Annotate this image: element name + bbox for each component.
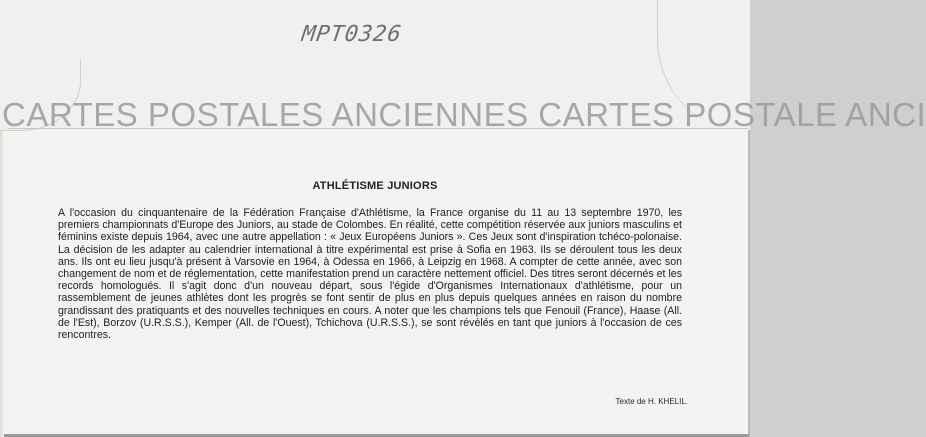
handwritten-reference-code: MPT0326 [300,22,404,47]
watermark-text: CARTES POSTALES ANCIENNES CARTES POSTALE ANCI [2,96,926,133]
body-paragraph: A l'occasion du cinquantenaire de la Fédération Française d'Athlétisme, la France organise du 11 au 13 septembre 1970, les premiers championnats d'Europe des Juniors, au stade de Colombes. En réalité, cette compétition réservée aux juniors masculins et féminins existe depuis 1964, avec une autre appellation : « Jeux Européens Juniors ». Ces Jeux sont d'inspiration tchéco-polonaise. La décision de les adapter au calendrier international à titre expérimental est prise à Sofia en 1963. Ils se déroulent tous les deux ans. Ils ont eu lieu jusqu'à présent à Varsovie en 1964, à Odessa en 1966, à Leipzig en 1968. A compter de cette année, avec son changement de nom et de réglementation, cette manifestation prend un caractère nettement officiel. Des titres seront décernés et les records homologués. Il s'agit donc d'un nouveau départ, sous l'égide d'Organismes Internationaux d'athlétisme, pour un rassemblement de jeunes athlètes dont les progrès se font sentir de plus en plus depuis quelques années en raison du nombre grandissant des pratiquants et des nouvelles techniques en cours. A noter que les champions tels que Fenouil (France), Haase (All. de l'Est), Borzov (U.R.S.S.), Kemper (All. de l'Ouest), Tchichova (U.R.S.S.), se sont révélés en tant que juniors à l'occasion de ces rencontres. [58,207,682,342]
document-title: ATHLÉTISME JUNIORS [312,180,438,192]
author-credit: Texte de H. KHELIL. [615,397,688,406]
